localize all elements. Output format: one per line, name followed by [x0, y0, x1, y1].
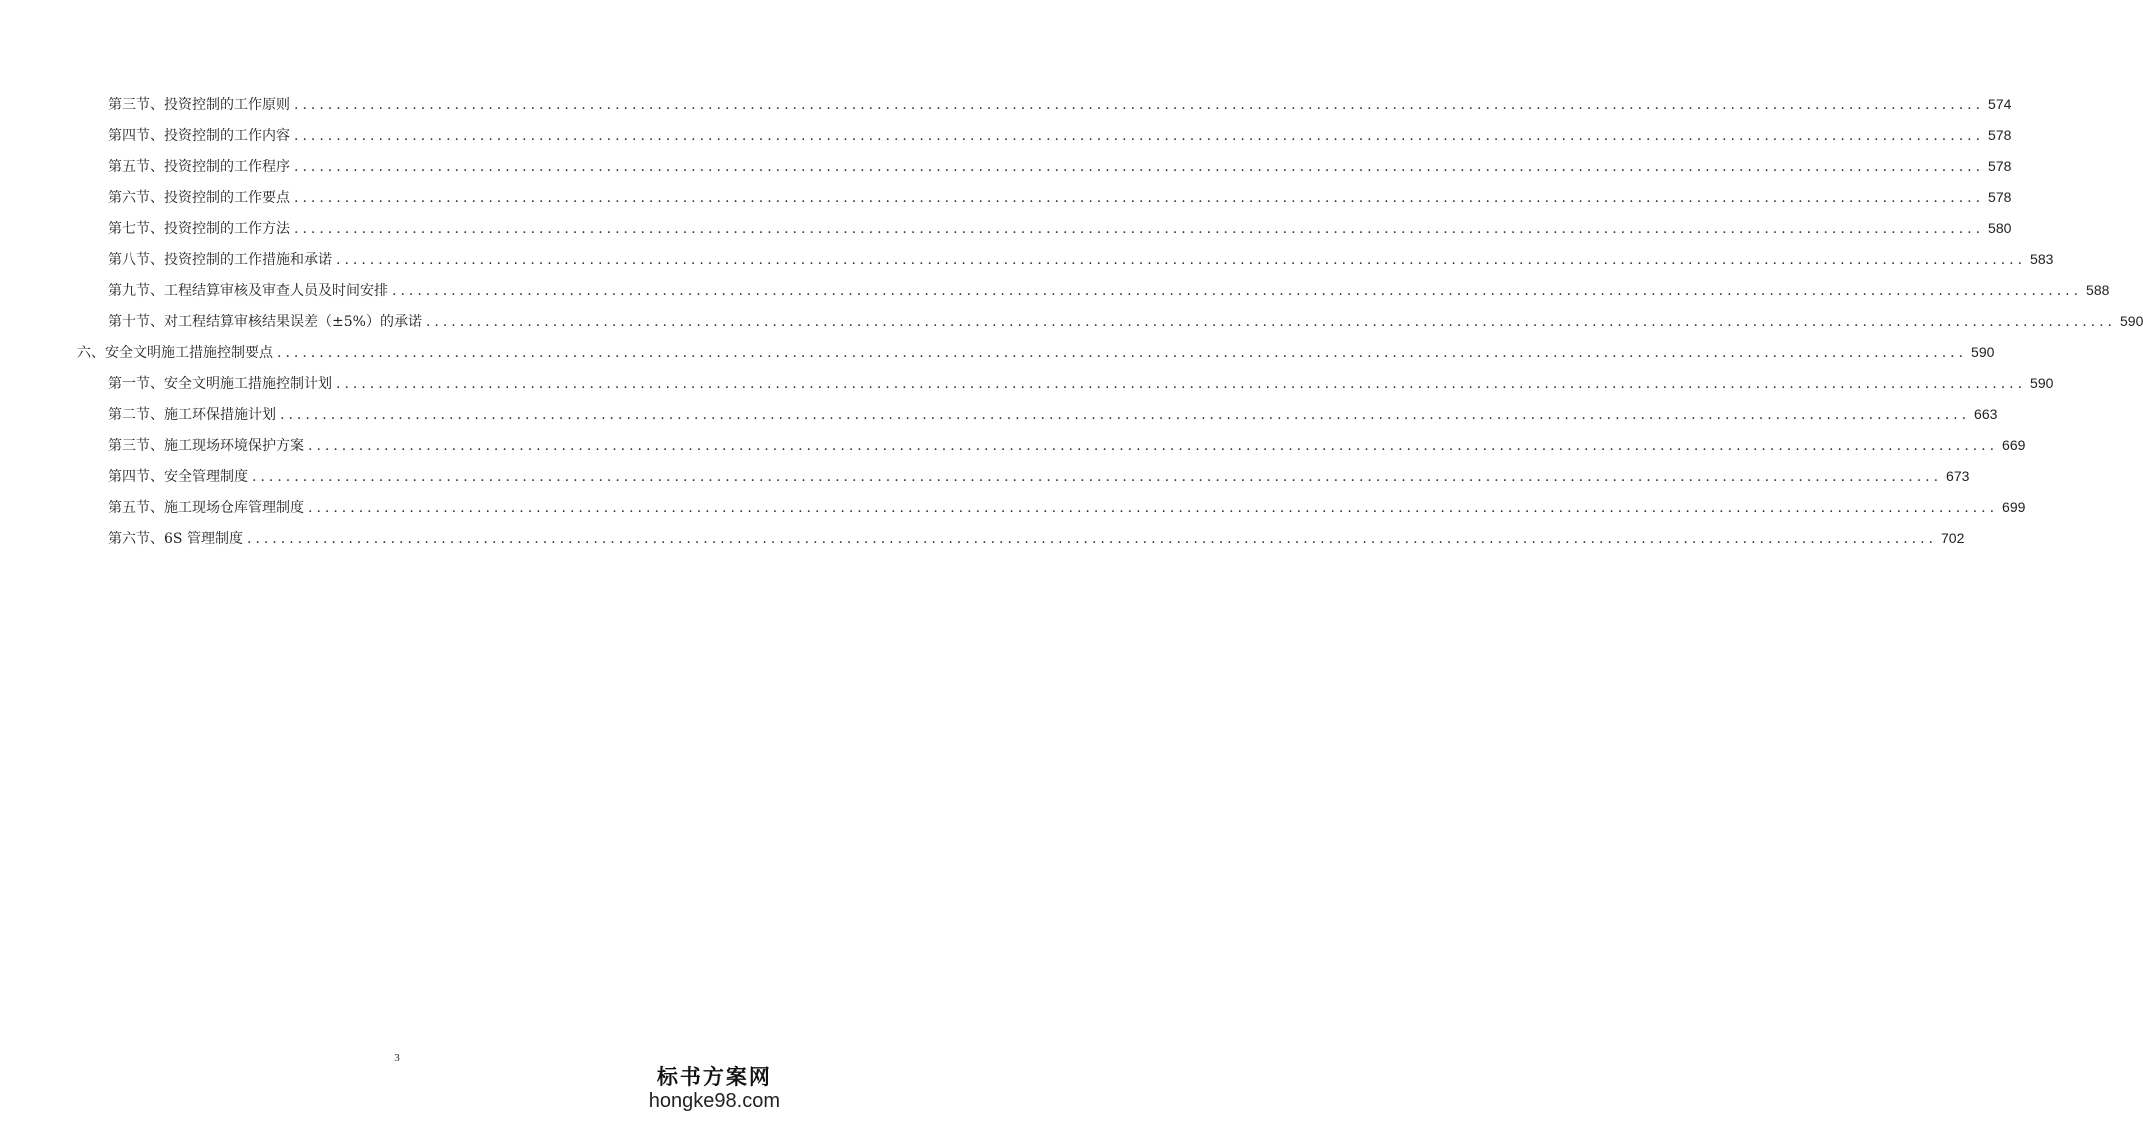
toc-leader-dots: ........................................................................................................................................................................................................	[308, 500, 1999, 516]
toc-entry-page: 580	[1988, 220, 2012, 236]
toc-entry-label: 第二节、施工环保措施计划	[108, 407, 276, 423]
toc-entry-page: 669	[2002, 437, 2026, 453]
toc-leader-dots: ........................................................................................................................................................................................................	[294, 128, 1985, 144]
toc-leader-dots: ........................................................................................................................................................................................................	[294, 190, 1985, 206]
table-of-contents	[0, 89, 2143, 554]
toc-leader-dots: ........................................................................................................................................................................................................	[308, 438, 1999, 454]
toc-entry-page: 590	[1971, 344, 1995, 360]
toc-entry[interactable]	[0, 120, 2012, 151]
toc-entry-label: 第五节、施工现场仓库管理制度	[108, 500, 304, 516]
toc-leader-dots: ........................................................................................................................................................................................................	[252, 469, 1943, 485]
toc-chapter-entry[interactable]	[0, 337, 1995, 368]
toc-entry-page: 673	[1946, 468, 1970, 484]
toc-entry[interactable]	[0, 523, 1965, 554]
toc-entry-page: 578	[1988, 189, 2012, 205]
toc-entry-label: 第三节、投资控制的工作原则	[108, 97, 290, 113]
toc-leader-dots: ........................................................................................................................................................................................................	[392, 283, 2083, 299]
toc-entry-label: 第六节、投资控制的工作要点	[108, 190, 290, 206]
page-number: 3	[394, 1052, 400, 1064]
toc-entry-label: 第十节、对工程结算审核结果误差（±5%）的承诺	[108, 314, 422, 330]
toc-entry-label: 第四节、安全管理制度	[108, 469, 248, 485]
toc-entry-page: 699	[2002, 499, 2026, 515]
toc-entry-label: 第四节、投资控制的工作内容	[108, 128, 290, 144]
toc-leader-dots: ........................................................................................................................................................................................................	[425, 314, 2116, 330]
watermark-url-text: hongke98.com	[648, 1090, 780, 1112]
watermark-cn-text: 标书方案网	[656, 1065, 772, 1089]
toc-leader-dots: ........................................................................................................................................................................................................	[280, 407, 1971, 423]
toc-entry[interactable]	[0, 368, 2054, 399]
toc-entry[interactable]	[0, 492, 2026, 523]
toc-entry[interactable]	[0, 213, 2012, 244]
toc-entry-label: 第八节、投资控制的工作措施和承诺	[108, 252, 332, 268]
toc-entry[interactable]	[0, 89, 2012, 120]
toc-entry-page: 590	[2030, 375, 2054, 391]
toc-entry[interactable]	[0, 461, 1970, 492]
toc-entry-page: 588	[2086, 282, 2110, 298]
toc-leader-dots: ........................................................................................................................................................................................................	[294, 97, 1985, 113]
toc-leader-dots: ........................................................................................................................................................................................................	[294, 159, 1985, 175]
toc-entry[interactable]	[0, 430, 2026, 461]
toc-entry[interactable]	[0, 244, 2054, 275]
toc-entry-page: 702	[1941, 530, 1965, 546]
toc-entry-label: 第五节、投资控制的工作程序	[108, 159, 290, 175]
toc-entry-page: 578	[1988, 158, 2012, 174]
toc-entry-page: 590	[2120, 313, 2143, 329]
toc-entry[interactable]	[0, 151, 2012, 182]
toc-entry-page: 583	[2030, 251, 2054, 267]
toc-entry-page: 578	[1988, 127, 2012, 143]
toc-entry[interactable]	[0, 182, 2012, 213]
watermark-logo	[649, 1064, 780, 1112]
toc-leader-dots: ........................................................................................................................................................................................................	[246, 531, 1937, 547]
toc-entry[interactable]	[0, 306, 2143, 337]
toc-entry-label: 六、安全文明施工措施控制要点	[77, 345, 273, 361]
toc-entry-page: 663	[1974, 406, 1998, 422]
toc-leader-dots: ........................................................................................................................................................................................................	[294, 221, 1985, 237]
toc-entry-page: 574	[1988, 96, 2012, 112]
toc-entry-label: 第一节、安全文明施工措施控制计划	[108, 376, 332, 392]
toc-entry-label: 第九节、工程结算审核及审查人员及时间安排	[108, 283, 388, 299]
toc-leader-dots: ........................................................................................................................................................................................................	[336, 252, 2027, 268]
toc-leader-dots: ........................................................................................................................................................................................................	[336, 376, 2027, 392]
toc-entry-label: 第三节、施工现场环境保护方案	[108, 438, 304, 454]
toc-entry[interactable]	[0, 275, 2110, 306]
toc-entry[interactable]	[0, 399, 1998, 430]
toc-entry-label: 第七节、投资控制的工作方法	[108, 221, 290, 237]
toc-leader-dots: ........................................................................................................................................................................................................	[277, 345, 1968, 361]
toc-entry-label: 第六节、6S 管理制度	[108, 531, 243, 547]
